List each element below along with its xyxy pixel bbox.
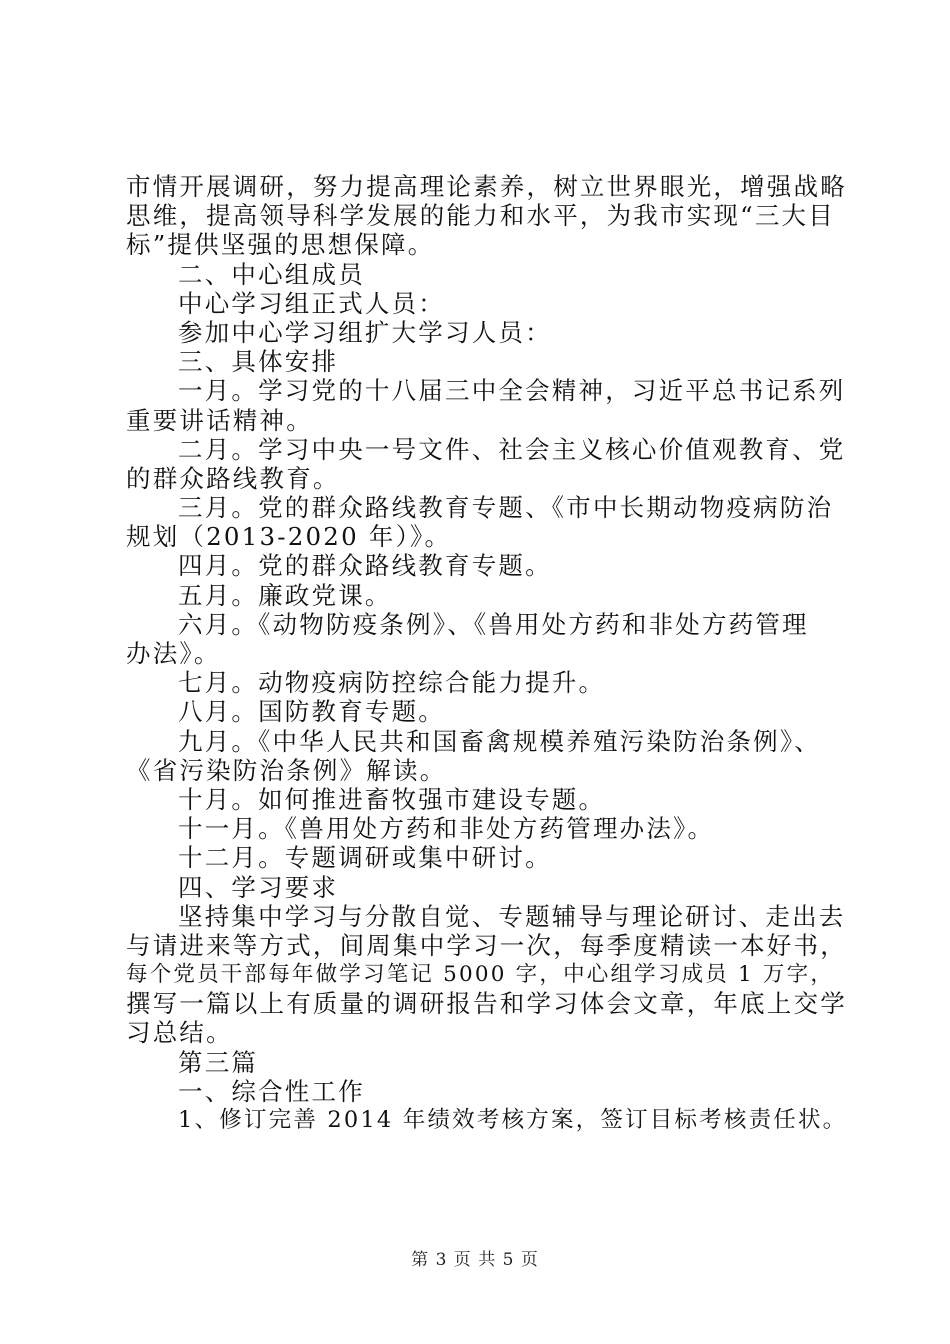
text-line: 坚持集中学习与分散自觉、专题辅导与理论研讨、走出去 <box>178 901 846 931</box>
text-line: 七月。动物疫病防控综合能力提升。 <box>178 668 606 698</box>
text-line: 重要讲话精神。 <box>126 405 313 435</box>
document-body <box>126 172 846 1135</box>
text-line: 一月。学习党的十八届三中全会精神，习近平总书记系列 <box>178 376 846 406</box>
text-line: 十月。如何推进畜牧强市建设专题。 <box>178 784 606 814</box>
text-line: 习总结。 <box>126 1018 233 1048</box>
text-line: 参加中心学习组扩大学习人员： <box>178 317 552 347</box>
text-line: 1、修订完善 2014 年绩效考核方案，签订目标考核责任状。 <box>178 1107 848 1133</box>
text-line: 每个党员干部每年做学习笔记 5000 字，中心组学习成员 1 万字， <box>126 962 835 988</box>
text-line: 中心学习组正式人员： <box>178 288 445 318</box>
text-line: 四、学习要求 <box>178 872 339 902</box>
page-number-label: 第 3 页 共 5 页 <box>411 1250 539 1270</box>
text-line: 六月。《动物防疫条例》、《兽用处方药和非处方药管理 <box>178 609 809 639</box>
text-line: 与请进来等方式，间周集中学习一次，每季度精读一本好书， <box>126 930 847 960</box>
text-line: 九月。《中华人民共和国畜禽规模养殖污染防治条例》、 <box>178 726 821 756</box>
text-line: 《省污染防治条例》解读。 <box>126 755 447 785</box>
text-line: 办法》。 <box>126 639 221 668</box>
text-line: 十一月。《兽用处方药和非处方药管理办法》。 <box>178 814 715 844</box>
page-footer <box>0 1245 950 1270</box>
text-line: 三、具体安排 <box>178 347 339 377</box>
text-line: 十二月。专题调研或集中研讨。 <box>178 843 552 873</box>
text-line: 五月。廉政党课。 <box>178 580 392 610</box>
text-line: 第三篇 <box>178 1047 259 1077</box>
text-line: 一、综合性工作 <box>178 1076 365 1106</box>
text-line: 规划（2013-2020 年）》。 <box>126 522 452 552</box>
text-line: 四月。党的群众路线教育专题。 <box>178 551 552 581</box>
text-line: 标”提供坚强的思想保障。 <box>126 230 435 260</box>
text-line: 撰写一篇以上有质量的调研报告和学习体会文章，年底上交学 <box>126 989 847 1019</box>
text-line: 的群众路线教育。 <box>126 463 340 493</box>
text-line: 八月。国防教育专题。 <box>178 697 445 727</box>
text-line: 三月。党的群众路线教育专题、《市中长期动物疫病防治 <box>178 493 834 523</box>
text-line: 二月。学习中央一号文件、社会主义核心价值观教育、党 <box>178 434 846 464</box>
text-line: 思维，提高领导科学发展的能力和水平，为我市实现“三大目 <box>126 201 835 231</box>
text-line: 市情开展调研，努力提高理论素养，树立世界眼光，增强战略 <box>126 172 847 201</box>
text-line: 二、中心组成员 <box>178 259 365 289</box>
